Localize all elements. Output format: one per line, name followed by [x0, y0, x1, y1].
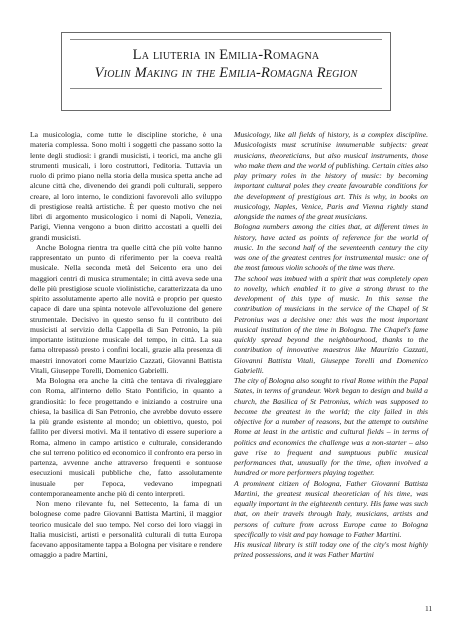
english-paragraph: Bologna numbers among the cities that, at different times in history, have acted as points of reference for the world of music. In the second half of the seventeenth century the city was one of the greatest centres for instrumental music: one of the most famous violin schools of the time was there.: [234, 222, 428, 273]
english-paragraph: His musical library is still today one of the city's most highly prized possessions, and it was Father Martini: [234, 540, 428, 560]
title-bottom-rule: [70, 88, 382, 89]
italian-paragraph: Ma Bologna era anche la città che tentava di rivaleggiare con Roma, all'interno dello Stato Pontificio, in quanto a grandiosità: lo fece progettando e iniziando a costruire una chiesa, la basilica di San Petronio, che avrebbe dovuto essere la più grande esistente al mondo; un obiettivo, questo, poi fallito per diversi motivi. Ma il tentativo di essere superiore a Roma, almeno in campo artistico e culturale, considerando che sul terreno politico ed economico il confronto era perso in partenza, avvenne anche attraverso frequenti e sontuose esecuzioni musicali pubbliche che, fatto assolutamente inusuale per l'epoca, vedevano impegnati contemporaneamente anche più di cento interpreti.: [30, 376, 222, 498]
english-paragraph: Musicology, like all fields of history, is a complex discipline. Musicologists must scrutinise innumerable subjects: great musicians, theoreticians, but also musical instruments, those who make them and the world of publishing. Certain cities also play primary roles in the history of music: by becoming important cultural poles they create favourable conditions for the development of prestigious art. This is why, in books on musicology, Naples, Venice, Paris and Vienna rightly stand alongside the names of the great musicians.: [234, 130, 428, 221]
english-paragraph: A prominent citizen of Bologna, Father Giovanni Battista Martini, the greatest musical theoretician of his time, was equally important in the eighteenth century. His fame was such that, on their travels through Italy, musicians, artists and persons of culture from across Europe came to Bologna specifically to visit and pay homage to Father Martini.: [234, 478, 428, 539]
english-paragraph: The city of Bologna also sought to rival Rome within the Papal States, in terms of grandeur. Work began to design and build a church, the Basilica of St Petronius, which was supposed to become the greatest in the world; the city failed in this objective for a number of reasons, but the attempt to outshine Rome at least in the artistic and cultural fields – in terms of politics and economics the challenge was a non-starter – also gave rise to frequent and sumptuous public musical performances that, unusually for the time, often involved a hundred or more performers playing together.: [234, 376, 428, 478]
italian-paragraph: Anche Bologna rientra tra quelle città che più volte hanno rappresentato un punto di riferimento per la coeva realtà musicale. Nella seconda metà del Seicento era uno dei maggiori centri di musica strumentale; in città aveva sede una delle più prestigiose scuole violinistiche, caratterizzata da uno spirito assolutamente aperto alle novità e proprio per questo capace di dare una spinta notevole all'evoluzione del genere strumentale. Decisivo in questo senso fu il contributo dei musicisti al servizio della Cappella di San Petronio, la più importante istituzione musicale del tempo, in città. La sua fama oltrepassò presto i confini locali, grazie alla presenza di maestri innovatori come Maurizio Cazzati, Giovanni Battista Vitali, Giuseppe Torelli, Domenico Gabrielli.: [30, 242, 222, 375]
italian-paragraph: La musicologia, come tutte le discipline storiche, è una materia complessa. Sono molti i soggetti che passano sotto la lente degli studiosi: i grandi musicisti, i teorici, ma anche gli strumenti musicali, i loro costruttori, l'editoria. Tuttavia un ruolo di primo piano nella storia della musica spetta anche ad alcune città che, divenendo dei grandi poli culturali, seppero creare, al loro interno, le condizioni favorevoli allo sviluppo di prestigiose realtà artistiche. È per questo motivo che nei libri di argomento musicologico i nomi di Napoli, Venezia, Parigi, Vienna vengono a buon diritto accostati a quelli dei grandi musicisti.: [30, 130, 222, 242]
english-text-column: [234, 130, 428, 561]
page-number: 11: [425, 604, 433, 613]
italian-paragraph: Non meno rilevante fu, nel Settecento, la fama di un bolognese come padre Giovanni Battista Martini, il maggior teorico musicale del suo tempo. Nel corso dei loro viaggi in Italia musicisti, artisti e personalità culturali di tutta Europa facevano appositamente tappa a Bologna per visitare e rendere omaggio a padre Martini,: [30, 499, 222, 560]
title-italian: La liuteria in Emilia-Romagna: [132, 47, 320, 63]
title-english: Violin Making in the Emilia-Romagna Region: [94, 65, 358, 81]
english-paragraph: The school was imbued with a spirit that was completely open to novelty, which enabled it to give a strong thrust to the development of this type of music. In this sense the contribution of musicians in the service of the Chapel of St Petronius was a decisive one: this was the most important musical institution of the time in Bologna. The Chapel's fame quickly spread beyond the neighbourhood, thanks to the contribution of innovative maestros like Maurizio Cazzati, Giovanni Battista Vitali, Giuseppe Torelli and Domenico Gabrielli.: [234, 273, 428, 375]
title-top-rule: [70, 39, 382, 40]
title-box: [61, 32, 391, 111]
italian-text-column: [30, 130, 222, 561]
